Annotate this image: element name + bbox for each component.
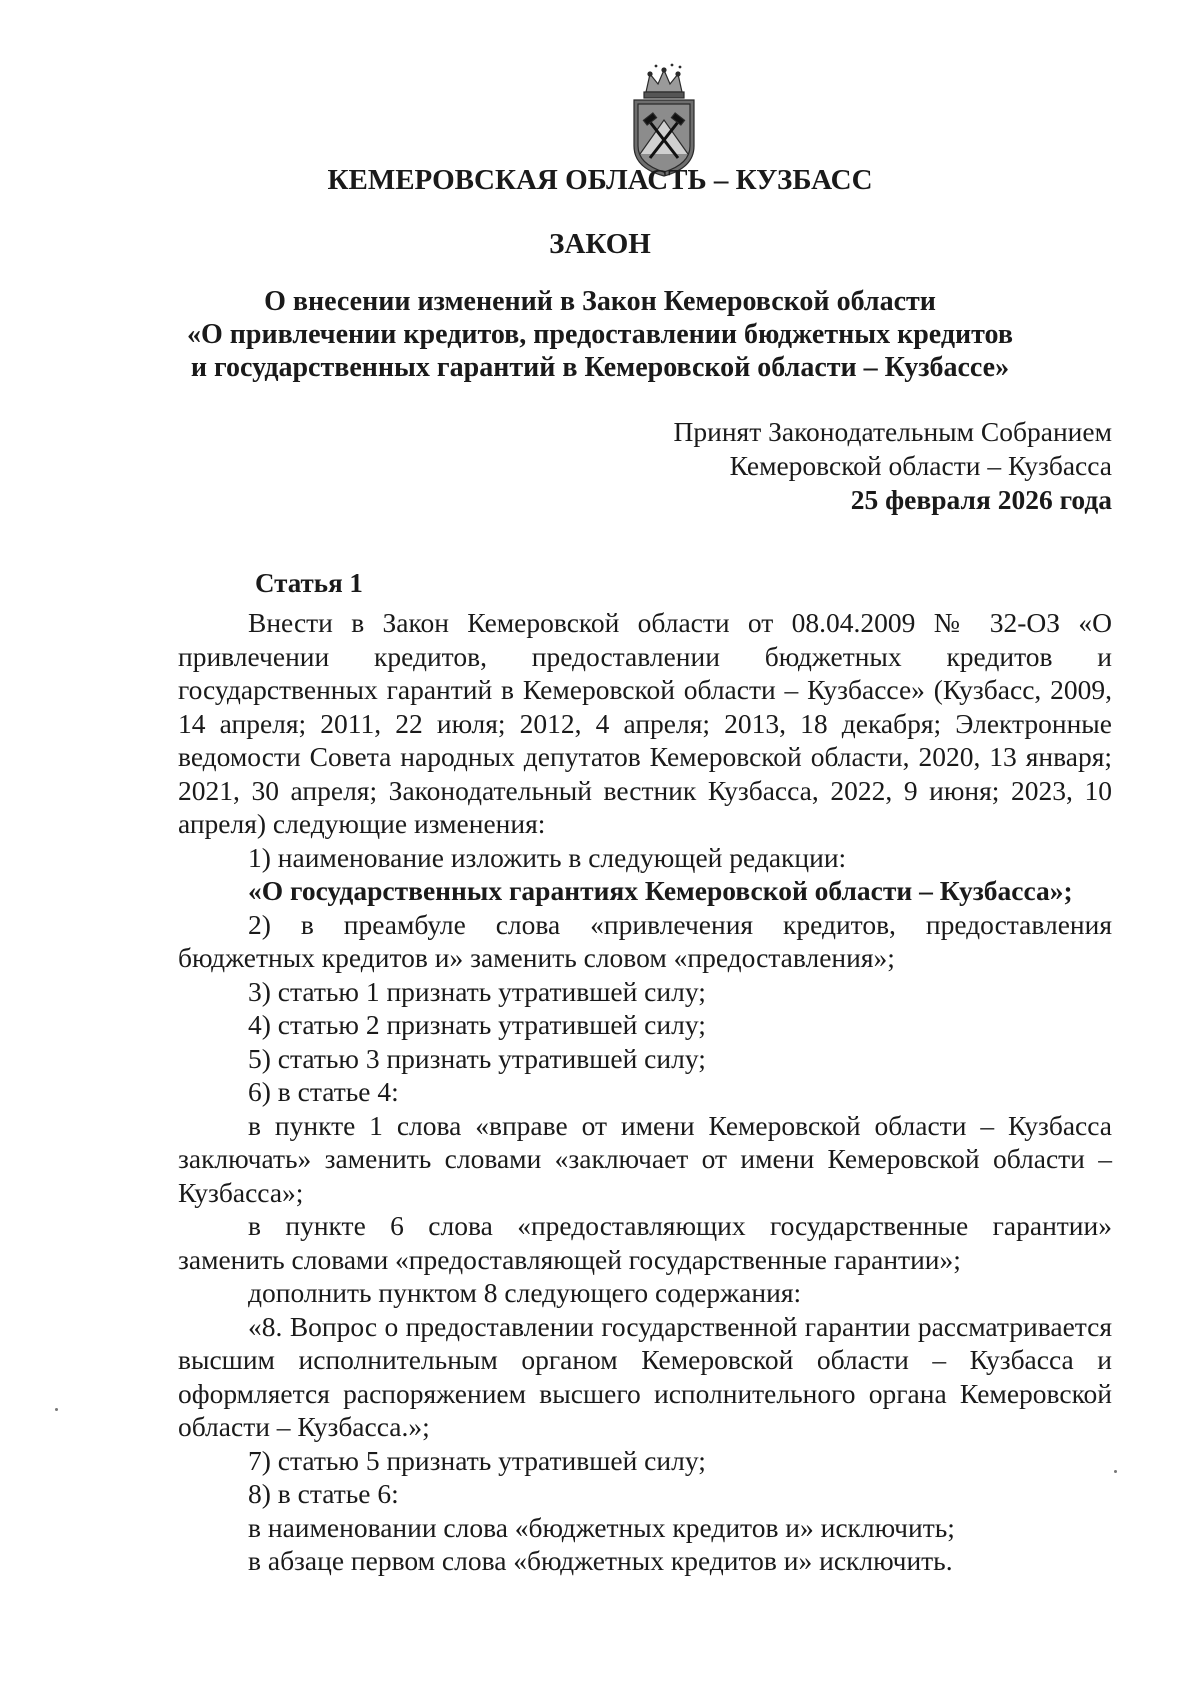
item-5: 5) статью 3 признать утратившей силу; [248, 1042, 706, 1074]
item-8-first-paragraph: в абзаце первом слова «бюджетных кредитов и» исключить. [248, 1545, 953, 1576]
item-2: 2) в преамбуле слова «привлечения кредитов, предоставления бюджетных кредитов и» заменить словом «предоставления»; [178, 908, 1112, 973]
item-8-name: в наименовании слова «бюджетных кредитов и» исключить; [248, 1511, 955, 1543]
coat-of-arms-icon [620, 62, 708, 180]
item-7: 7) статью 5 признать утратившей силу; [248, 1444, 706, 1476]
item-6-point-6: в пункте 6 слова «предоставляющих государственные гарантии» заменить словами «предоставляющей государственные гарантии»; [178, 1210, 1112, 1275]
law-title-line-2: «О привлечении кредитов, предоставлении бюджетных кредитов [187, 319, 1013, 350]
law-title-line-3: и государственных гарантий в Кемеровской области – Кузбассе» [190, 352, 1010, 383]
item-6: 6) в статье 4: [248, 1076, 399, 1107]
item-6-add-point-8: дополнить пунктом 8 следующего содержания: [248, 1277, 802, 1308]
adoption-date: 25 февраля 2026 года [850, 484, 1112, 515]
region-heading: КЕМЕРОВСКАЯ ОБЛАСТЬ – КУЗБАСС [327, 164, 873, 196]
scan-speck [55, 1408, 58, 1411]
item-6-point-8-text: «8. Вопрос о предоставлении государственной гарантии рассматривается высшим исполнительным органом Кемеровской области – Кузбасса и оформляется распоряжением высшего исполнительного органа Кемеровской области – Кузбасса.»; [178, 1310, 1112, 1442]
scan-speck [1114, 1470, 1117, 1473]
item-3: 3) статью 1 признать утратившей силу; [248, 975, 706, 1007]
article-title: Статья 1 [255, 568, 363, 598]
adoption-line-2: Кемеровской области – Кузбасса [729, 450, 1112, 481]
item-1: 1) наименование изложить в следующей редакции: [248, 841, 847, 873]
item-8: 8) в статье 6: [248, 1478, 399, 1509]
article-body [178, 606, 1112, 1578]
adoption-note [674, 415, 1112, 517]
document-type-heading: ЗАКОН [549, 228, 651, 260]
law-title-line-1: О внесении изменений в Закон Кемеровской области [264, 286, 936, 317]
new-law-name: «О государственных гарантиях Кемеровской области – Кузбасса»; [248, 875, 1073, 906]
adoption-line-1: Принят Законодательным Собранием [673, 416, 1112, 447]
law-title [0, 285, 1200, 384]
item-4: 4) статью 2 признать утратившей силу; [248, 1009, 706, 1040]
article-intro: Внести в Закон Кемеровской области от 08.04.2009 № 32-ОЗ «О привлечении кредитов, предоставлении бюджетных кредитов и государственных гарантий в Кемеровской области – Кузбассе» (Кузбасс, 2009, 14 апреля; 2011, 22 июля; 2012, 4 апреля; 2013, 18 декабря; Электронные ведомости Совета народных депутатов Кемеровской области, 2020, 13 января; 2021, 30 апреля; Законодательный вестник Кузбасса, 2022, 9 июня; 2023, 10 апреля) следующие изменения: [178, 607, 1112, 839]
item-6-point-1: в пункте 1 слова «вправе от имени Кемеровской области – Кузбасса заключать» заменить словами «заключает от имени Кемеровской области – Кузбасса»; [178, 1109, 1112, 1208]
